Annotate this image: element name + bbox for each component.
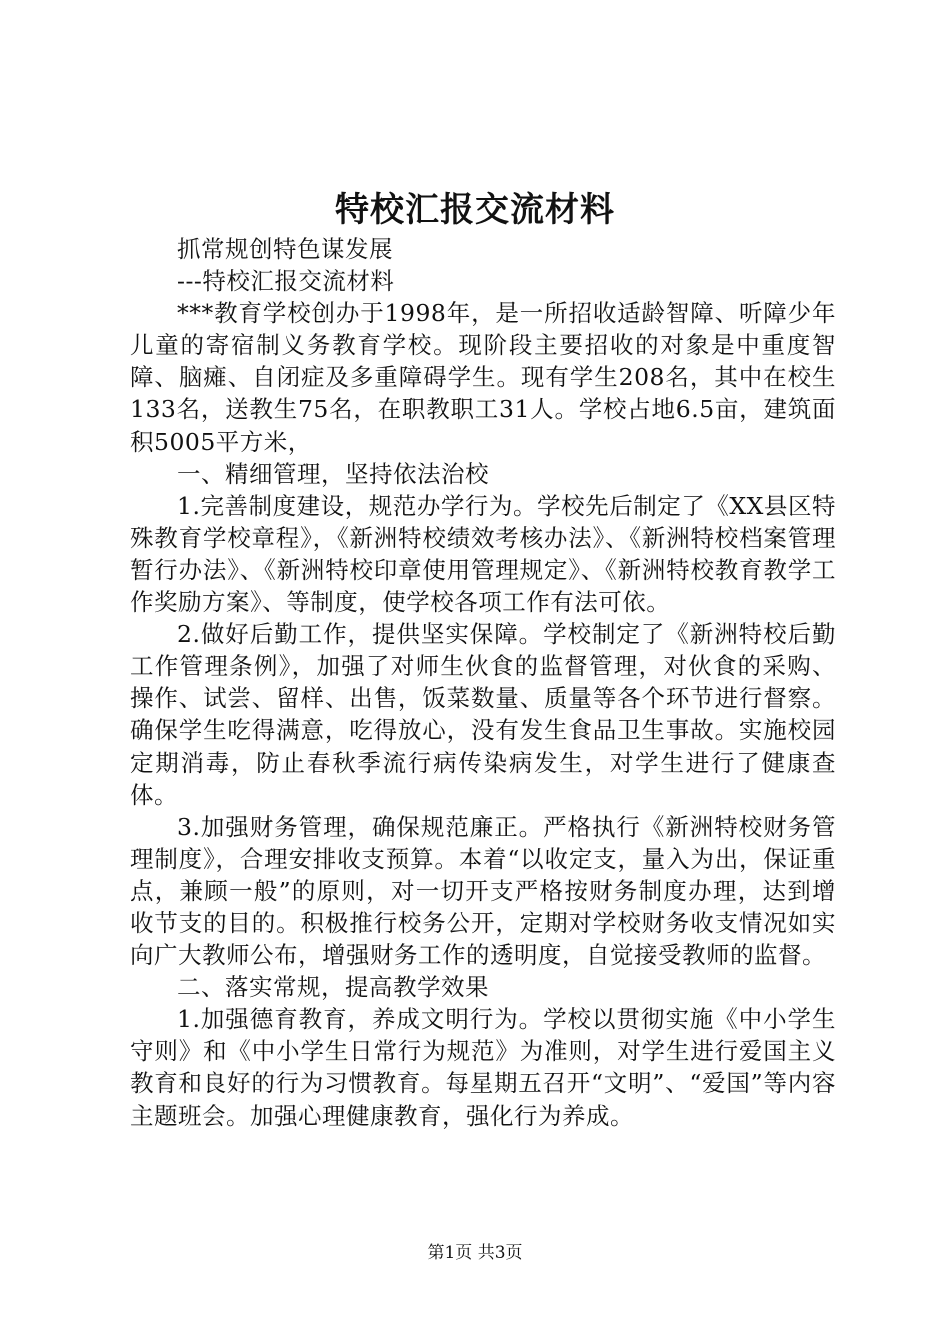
- subtitle-line: 抓常规创特色谋发展: [177, 235, 393, 263]
- document-title: 特校汇报交流材料: [335, 190, 615, 230]
- body-paragraph: 1.完善制度建设，规范办学行为。学校先后制定了《XX县区特殊教育学校章程》，《新洲特校绩效考核办法》、《新洲特校档案管理暂行办法》、《新洲特校印章使用管理规定》、《新洲特校教育教学工作奖励方案》、等制度，使学校各项工作有法可依。: [130, 491, 836, 617]
- intro-paragraph: ***教育学校创办于1998年，是一所招收适龄智障、听障少年儿童的寄宿制义务教育学校。现阶段主要招收的对象是中重度智障、脑瘫、自闭症及多重障碍学生。现有学生208名，其中在校生133名，送教生75名，在职教职工31人。学校占地6.5亩，建筑面积5005平方米，: [130, 299, 836, 456]
- body-paragraph: 3.加强财务管理，确保规范廉正。严格执行《新洲特校财务管理制度》，合理安排收支预算。本着“以收定支，量入为出，保证重点，兼顾一般”的原则，对一切开支严格按财务制度办理，达到增收节支的目的。积极推行校务公开，定期对学校财务收支情况如实向广大教师公布，增强财务工作的透明度，自觉接受教师的监督。: [130, 812, 836, 970]
- page-footer: 第1页 共3页: [427, 1243, 523, 1263]
- body-paragraph: 2.做好后勤工作，提供坚实保障。学校制定了《新洲特校后勤工作管理条例》，加强了对师生伙食的监督管理，对伙食的采购、操作、试尝、留样、出售，饭菜数量、质量等各个环节进行督察。确保学生吃得满意，吃得放心，没有发生食品卫生事故。实施校园定期消毒，防止春秋季流行病传染病发生，对学生进行了健康查体。: [130, 620, 836, 809]
- document-body: [130, 233, 836, 1132]
- section-heading: 二、落实常规，提高教学效果: [177, 973, 489, 1002]
- section-heading: 一、精细管理，坚持依法治校: [177, 459, 489, 488]
- body-paragraph: 1.加强德育教育，养成文明行为。学校以贯彻实施《中小学生守则》和《中小学生日常行为规范》为准则，对学生进行爱国主义教育和良好的行为习惯教育。每星期五召开“文明”、“爱国”等内容主题班会。加强心理健康教育，强化行为养成。: [130, 1005, 836, 1130]
- subtitle-line: ---特校汇报交流材料: [177, 267, 395, 296]
